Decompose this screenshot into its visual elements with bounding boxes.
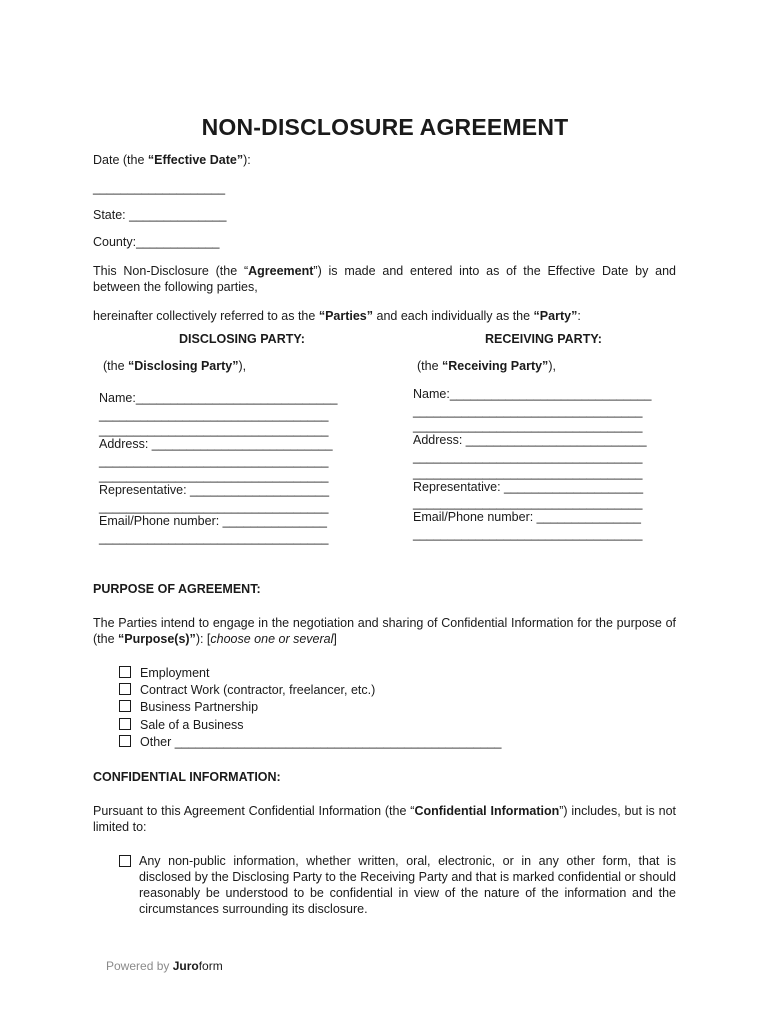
- confidential-heading: CONFIDENTIAL INFORMATION:: [93, 770, 281, 784]
- purpose-option-employment[interactable]: Employment: [119, 665, 209, 682]
- checkbox[interactable]: [119, 735, 131, 747]
- county-field[interactable]: County:____________: [93, 235, 220, 249]
- checkbox[interactable]: [119, 683, 131, 695]
- receiving-representative-line[interactable]: _________________________________: [413, 496, 643, 510]
- receiving-address-field[interactable]: Address: __________________________: [413, 433, 647, 447]
- purpose-heading: PURPOSE OF AGREEMENT:: [93, 582, 261, 596]
- purpose-option-other[interactable]: Other _______________________________________________: [119, 734, 501, 751]
- intro-paragraph: This Non-Disclosure (the “Agreement”) is made and entered into as of the Effective Date by and between the following parties,: [93, 264, 676, 294]
- disclosing-name-field[interactable]: Name:_____________________________: [99, 391, 338, 405]
- confidential-item-1: Any non-public information, whether written, oral, electronic, or in any other form, that is disclosed by the Disclosing Party to the Receiving Party and that is marked confidential or should reasonably be understood to be confidential in view of the nature of the information and the circumstances surrounding its disclosure.: [139, 854, 676, 916]
- state-field[interactable]: State: ______________: [93, 208, 227, 222]
- disclosing-address-line-1[interactable]: _________________________________: [99, 454, 329, 468]
- purpose-option-sale-of-business[interactable]: Sale of a Business: [119, 717, 244, 734]
- page-title: NON-DISCLOSURE AGREEMENT: [201, 114, 569, 140]
- disclosing-representative-line[interactable]: _________________________________: [99, 500, 329, 514]
- confidential-paragraph: Pursuant to this Agreement Confidential Information (the “Confidential Information”) includes, but is not limited to:: [93, 804, 676, 834]
- checkbox[interactable]: [119, 700, 131, 712]
- receiving-party-heading: RECEIVING PARTY:: [485, 332, 602, 346]
- parties-paragraph: hereinafter collectively referred to as the “Parties” and each individually as the “Party”:: [93, 309, 581, 323]
- purpose-option-business-partnership[interactable]: Business Partnership: [119, 699, 258, 716]
- disclosing-address-field[interactable]: Address: __________________________: [99, 437, 333, 451]
- confidential-item-checkbox[interactable]: [119, 855, 131, 867]
- disclosing-email-field[interactable]: Email/Phone number: _______________: [99, 514, 327, 528]
- choose-instruction: choose one or several: [210, 632, 334, 646]
- disclosing-email-line[interactable]: _________________________________: [99, 531, 329, 545]
- receiving-name-line-1[interactable]: _________________________________: [413, 404, 643, 418]
- disclosing-name-line-2[interactable]: _________________________________: [99, 423, 329, 437]
- juroform-logo: Juroform: [172, 959, 223, 973]
- checkbox[interactable]: [119, 718, 131, 730]
- receiving-representative-field[interactable]: Representative: ____________________: [413, 480, 644, 494]
- parties-term: “Parties”: [318, 309, 374, 323]
- receiving-address-line-2[interactable]: _________________________________: [413, 466, 643, 480]
- checkbox[interactable]: [119, 666, 131, 678]
- party-term: “Party”: [533, 309, 578, 323]
- footer-branding: Powered by Juroform: [106, 959, 223, 973]
- date-blank-line[interactable]: ___________________: [93, 181, 226, 195]
- receiving-email-line[interactable]: _________________________________: [413, 527, 643, 541]
- disclosing-address-line-2[interactable]: _________________________________: [99, 469, 329, 483]
- receiving-address-line-1[interactable]: _________________________________: [413, 450, 643, 464]
- purposes-term: “Purpose(s)”: [118, 632, 196, 646]
- purpose-paragraph: The Parties intend to engage in the negotiation and sharing of Confidential Information for the purpose of (the “Purpose(s)”): [choose one or several]: [93, 616, 676, 646]
- date-label: Date (the “Effective Date”):: [93, 153, 251, 167]
- effective-date-term: “Effective Date”: [147, 153, 244, 167]
- confidential-information-term: Confidential Information: [414, 804, 560, 818]
- disclosing-party-label: (the “Disclosing Party”),: [103, 359, 247, 373]
- disclosing-name-line-1[interactable]: _________________________________: [99, 408, 329, 422]
- agreement-term: Agreement: [248, 264, 314, 278]
- receiving-party-label: (the “Receiving Party”),: [417, 359, 556, 373]
- purpose-option-contract-work[interactable]: Contract Work (contractor, freelancer, etc.): [119, 682, 375, 699]
- disclosing-party-heading: DISCLOSING PARTY:: [179, 332, 305, 346]
- receiving-name-field[interactable]: Name:_____________________________: [413, 387, 652, 401]
- disclosing-representative-field[interactable]: Representative: ____________________: [99, 483, 330, 497]
- receiving-email-field[interactable]: Email/Phone number: _______________: [413, 510, 641, 524]
- receiving-name-line-2[interactable]: _________________________________: [413, 419, 643, 433]
